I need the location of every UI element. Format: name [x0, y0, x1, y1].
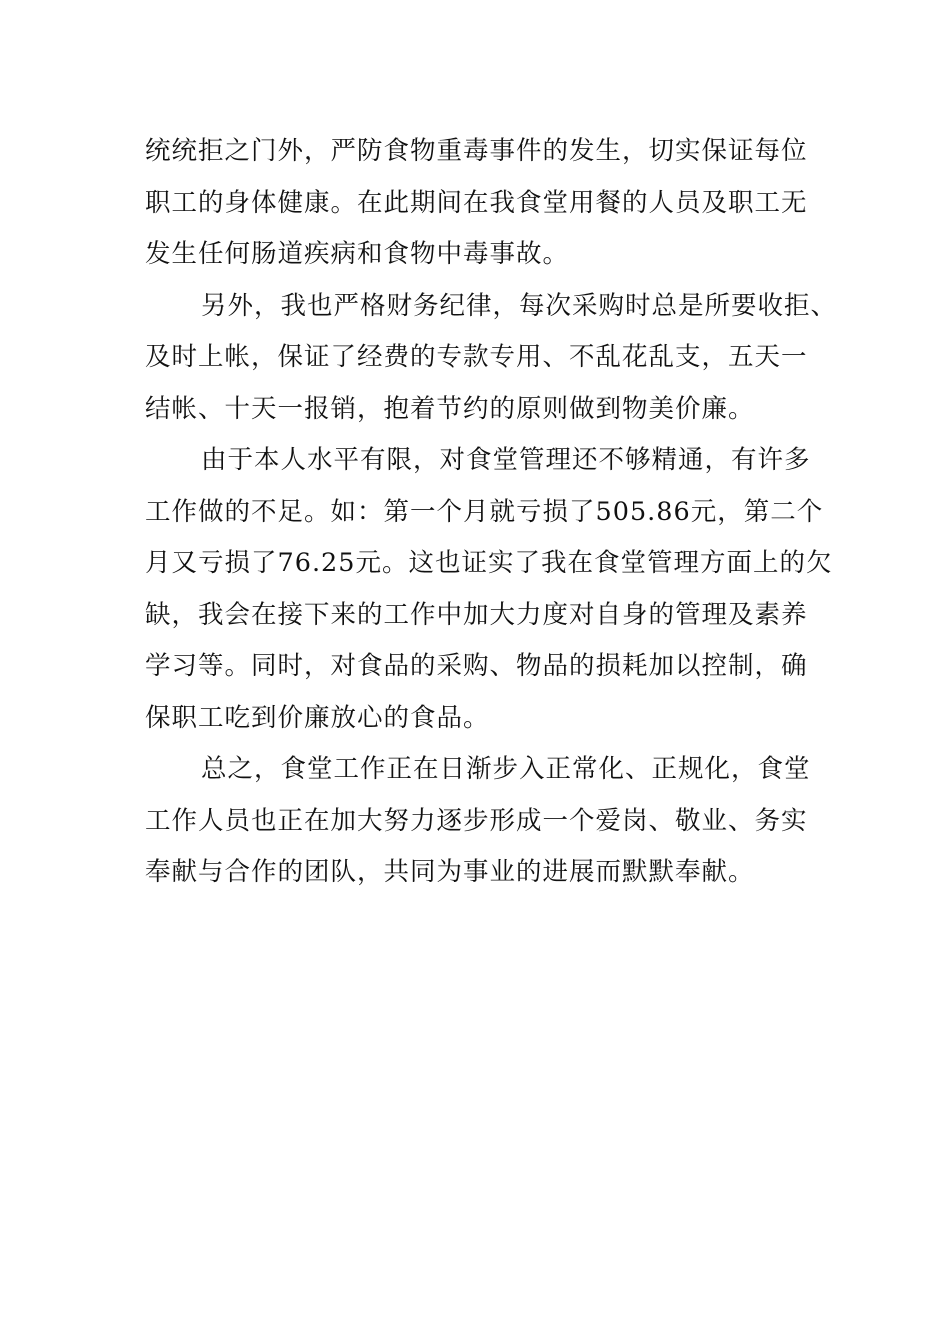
text-line: 保职工吃到价廉放心的食品。 — [145, 702, 490, 733]
text-line: 及时上帐，保证了经费的专款专用、不乱花乱支，五天一 — [145, 342, 808, 372]
text-line: 奉献与合作的团队，共同为事业的进展而默默奉献。 — [145, 857, 755, 887]
text-line: 缺，我会在接下来的工作中加大力度对自身的管理及素养 — [145, 599, 808, 630]
text-line: 统统拒之门外，严防食物重毒事件的发生，切实保证每位 — [145, 136, 808, 166]
text-line: 由于本人水平有限，对食堂管理还不够精通，有许多 — [201, 445, 811, 475]
paragraph-1 — [145, 126, 825, 281]
text-line: 结帐、十天一报销，抱着节约的原则做到物美价廉。 — [145, 393, 755, 424]
paragraph-3 — [145, 435, 833, 744]
text-line: 学习等。同时，对食品的采购、物品的损耗加以控制，确 — [145, 651, 808, 681]
text-line: 总之，食堂工作正在日渐步入正常化、正规化，食堂 — [201, 754, 811, 784]
text-line: 月又亏损了76.25元。这也证实了我在食堂管理方面上的欠 — [145, 548, 833, 578]
text-line: 发生任何肠道疾病和食物中毒事故。 — [145, 239, 570, 269]
paragraph-2 — [145, 281, 838, 436]
text-line: 职工的身体健康。在此期间在我食堂用餐的人员及职工无 — [145, 187, 808, 218]
paragraph-4 — [145, 744, 825, 899]
text-line: 另外，我也严格财务纪律，每次采购时总是所要收拒、 — [201, 290, 838, 321]
document-body — [145, 126, 838, 899]
text-line: 工作人员也正在加大努力逐步形成一个爱岗、敬业、务实 — [145, 805, 808, 836]
text-line: 工作做的不足。如：第一个月就亏损了505.86元，第二个 — [145, 496, 824, 527]
